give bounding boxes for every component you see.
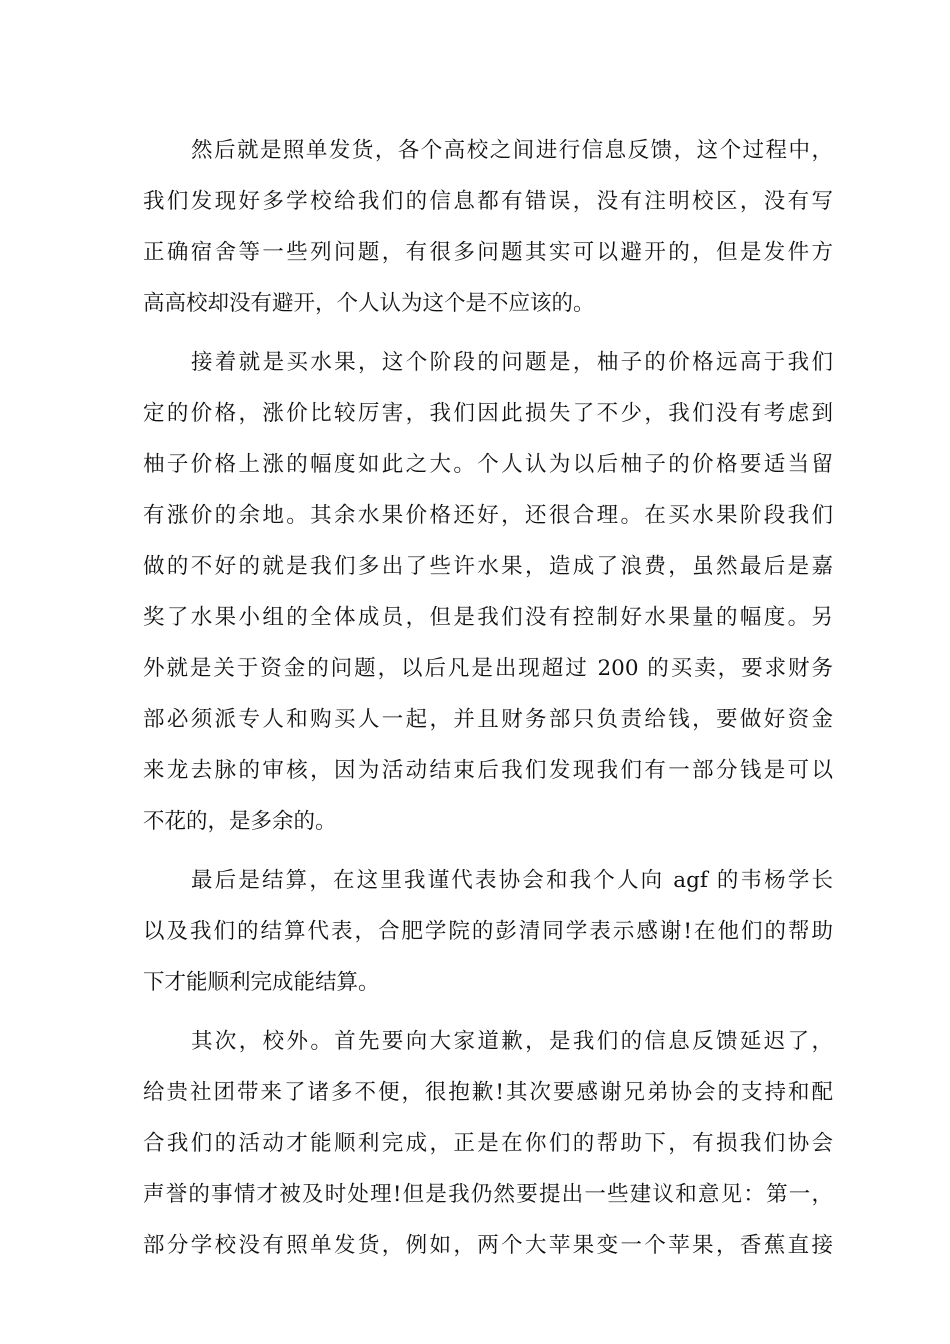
text-line: 外就是关于资金的问题，以后凡是出现超过 200 的买卖，要求财务 [143,656,833,681]
text-line: 柚子价格上涨的幅度如此之大。个人认为以后柚子的价格要适当留 [143,452,833,477]
text-line: 部必须派专人和购买人一起，并且财务部只负责给钱，要做好资金 [143,707,833,732]
document-body [143,125,833,1271]
text-line: 最后是结算，在这里我谨代表协会和我个人向 agf 的韦杨学长 [191,868,833,893]
text-line: 来龙去脉的审核，因为活动结束后我们发现我们有一部分钱是可以 [143,758,833,783]
text-line: 给贵社团带来了诸多不便，很抱歉!其次要感谢兄弟协会的支持和配 [143,1080,833,1105]
text-line: 有涨价的余地。其余水果价格还好，还很合理。在买水果阶段我们 [143,503,833,528]
text-line: 奖了水果小组的全体成员，但是我们没有控制好水果量的幅度。另 [143,605,833,630]
text-line: 接着就是买水果，这个阶段的问题是，柚子的价格远高于我们 [191,350,833,375]
paragraph-3 [143,855,833,1008]
text-line: 然后就是照单发货，各个高校之间进行信息反馈，这个过程中， [191,138,833,163]
paragraph-1 [143,125,833,329]
text-line: 高高校却没有避开，个人认为这个是不应该的。 [143,291,595,316]
paragraph-2 [143,337,833,847]
text-line: 我们发现好多学校给我们的信息都有错误，没有注明校区，没有写 [143,189,833,214]
text-line: 下才能顺利完成能结算。 [143,970,380,995]
paragraph-4 [143,1016,833,1271]
text-line: 其次，校外。首先要向大家道歉，是我们的信息反馈延迟了， [191,1029,833,1054]
text-line: 不花的，是多余的。 [143,809,337,834]
text-line: 部分学校没有照单发货，例如，两个大苹果变一个苹果，香蕉直接 [143,1233,833,1258]
text-line: 声誉的事情才被及时处理!但是我仍然要提出一些建议和意见：第一， [143,1182,833,1207]
text-line: 合我们的活动才能顺利完成，正是在你们的帮助下，有损我们协会 [143,1131,833,1156]
text-line: 定的价格，涨价比较厉害，我们因此损失了不少，我们没有考虑到 [143,401,833,426]
text-line: 以及我们的结算代表，合肥学院的彭清同学表示感谢!在他们的帮助 [143,919,833,944]
text-line: 做的不好的就是我们多出了些许水果，造成了浪费，虽然最后是嘉 [143,554,833,579]
text-line: 正确宿舍等一些列问题，有很多问题其实可以避开的，但是发件方 [143,240,833,265]
